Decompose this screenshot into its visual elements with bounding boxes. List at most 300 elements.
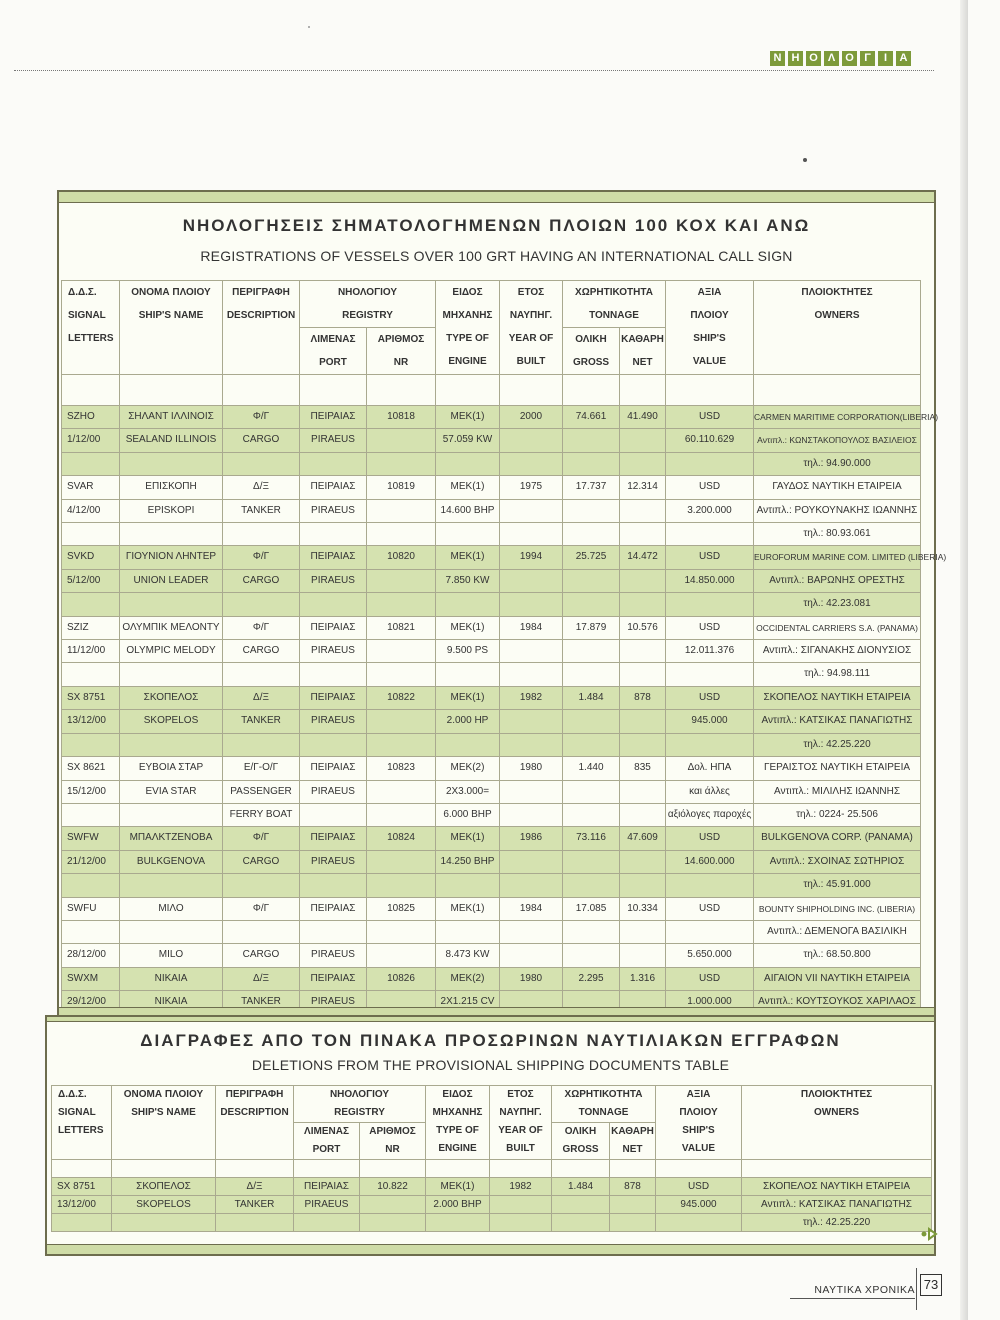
table-cell: Φ/Γ: [223, 897, 300, 920]
table-cell: 2000: [500, 406, 563, 429]
table-cell: SWFW: [62, 827, 120, 850]
header-name: [112, 1086, 216, 1160]
table-cell: 10823: [367, 757, 436, 780]
table-cell: BULKGENOVA CORP. (PANAMA): [754, 827, 921, 850]
table-cell: SKOPELOS: [120, 710, 223, 733]
table-cell: [563, 944, 620, 967]
header-text: NET: [622, 1144, 643, 1155]
table-cell: Αντιπλ.: ΜΙΛΙΛΗΣ ΙΩΑΝΝΗΣ: [754, 780, 921, 803]
table-cell: 945.000: [656, 1196, 742, 1214]
header-port: [294, 1123, 360, 1160]
table-cell: [120, 375, 223, 406]
table-cell: 4/12/00: [62, 499, 120, 522]
table-cell: τηλ.: 42.25.220: [742, 1214, 932, 1232]
table-cell: [500, 780, 563, 803]
header-text: NR: [393, 357, 409, 368]
table-cell: TANKER: [223, 710, 300, 733]
header-year: [490, 1086, 552, 1160]
table-row: [62, 569, 921, 592]
header-text: VALUE: [681, 1143, 716, 1154]
table-cell: [500, 640, 563, 663]
header-text: Δ.Δ.Σ.: [68, 287, 97, 298]
table-cell: [112, 1160, 216, 1178]
table-cell: ΠΕΙΡΑΙΑΣ: [300, 897, 367, 920]
table-cell: [223, 663, 300, 686]
registrations-panel: [57, 190, 947, 1019]
table-cell: 6.000 BHP: [436, 803, 500, 826]
table-cell: [563, 429, 620, 452]
table-cell: [490, 1214, 552, 1232]
table-cell: [367, 375, 436, 406]
table-cell: Φ/Γ: [223, 546, 300, 569]
table-cell: 1982: [500, 686, 563, 709]
header-text: DESCRIPTION: [220, 1107, 289, 1118]
table-row: [62, 640, 921, 663]
table-cell: ΜΕΚ(1): [436, 476, 500, 499]
table-cell: [500, 944, 563, 967]
table-cell: [500, 429, 563, 452]
table-cell: [436, 874, 500, 897]
table-row: [62, 593, 921, 616]
table-cell: [500, 920, 563, 943]
table-cell: ΣΚΟΠΕΛΟΣ: [120, 686, 223, 709]
table-cell: [52, 1160, 112, 1178]
table-cell: 14.600.000: [666, 850, 754, 873]
header-text: ΕΙΔΟΣ: [452, 287, 483, 298]
table-cell: OCCIDENTAL CARRIERS S.A. (PANAMA): [754, 616, 921, 639]
header-text: TYPE OF: [446, 333, 489, 344]
header-text: SHIP'S NAME: [131, 1107, 196, 1118]
header-text: ΑΞΙΑ: [686, 1089, 711, 1100]
table-cell: ΠΕΙΡΑΙΑΣ: [300, 967, 367, 990]
table-spacer-row: [52, 1160, 932, 1178]
table-cell: 11/12/00: [62, 640, 120, 663]
table-cell: [563, 663, 620, 686]
table-cell: 14.600 BHP: [436, 499, 500, 522]
table-cell: ΜΕΚ(2): [436, 757, 500, 780]
table-cell: 7.850 KW: [436, 569, 500, 592]
table-cell: [426, 1214, 490, 1232]
table-cell: 12.011.376: [666, 640, 754, 663]
table-row: [62, 523, 921, 546]
table-cell: [367, 874, 436, 897]
table-cell: [367, 803, 436, 826]
table-cell: USD: [666, 616, 754, 639]
header-signal: [52, 1086, 112, 1160]
table-cell: USD: [666, 406, 754, 429]
table-cell: [666, 874, 754, 897]
page-number: 73: [920, 1274, 942, 1296]
header-engine: [436, 281, 500, 375]
table-row: [62, 429, 921, 452]
table-cell: [360, 1160, 426, 1178]
table-cell: Δολ. ΗΠΑ: [666, 757, 754, 780]
header-text: YEAR OF: [508, 333, 554, 344]
table-cell: PIRAEUS: [300, 944, 367, 967]
header-text: ΝΑΥΠΗΓ.: [499, 1107, 542, 1118]
arrow-right-icon: [920, 1226, 940, 1242]
table-cell: 1986: [500, 827, 563, 850]
table-cell: [367, 593, 436, 616]
table-cell: Δ/Ξ: [223, 476, 300, 499]
table-cell: 47.609: [620, 827, 666, 850]
header-text: ΟΛΙΚΗ: [575, 334, 607, 345]
table-cell: [300, 523, 367, 546]
header-net: [620, 328, 666, 375]
table-cell: [300, 663, 367, 686]
header-year: [500, 281, 563, 375]
table-cell: [223, 523, 300, 546]
header-text: ΝΗΟΛΟΓΙΟΥ: [329, 1089, 390, 1100]
table-cell: [563, 499, 620, 522]
table-cell: [436, 920, 500, 943]
table-cell: 17.085: [563, 897, 620, 920]
table-cell: 10821: [367, 616, 436, 639]
table-cell: [120, 593, 223, 616]
table-row: [62, 686, 921, 709]
header-text: ΝΑΥΠΗΓ.: [509, 310, 553, 321]
table-cell: [563, 780, 620, 803]
table-cell: [52, 1214, 112, 1232]
deletions-table: [51, 1085, 932, 1232]
table-cell: TANKER: [216, 1196, 294, 1214]
header-text: YEAR OF: [498, 1125, 543, 1136]
header-text: ΠΛΟΙΟΚΤΗΤΕΣ: [800, 1089, 873, 1100]
header-text: OWNERS: [814, 1107, 859, 1118]
table-cell: 41.490: [620, 406, 666, 429]
table-cell: τηλ.: 68.50.800: [754, 944, 921, 967]
section-tag-letter: Ν: [770, 51, 785, 66]
table-cell: [62, 663, 120, 686]
table-cell: [666, 733, 754, 756]
footer-rule: [790, 1298, 915, 1299]
table-cell: ΠΕΙΡΑΙΑΣ: [300, 406, 367, 429]
table-cell: 1984: [500, 897, 563, 920]
table-row: [62, 850, 921, 873]
table-cell: [620, 499, 666, 522]
table-cell: Δ/Ξ: [216, 1178, 294, 1196]
table-cell: [120, 452, 223, 475]
table-cell: [620, 663, 666, 686]
table-cell: 12.314: [620, 476, 666, 499]
table-cell: ΠΕΙΡΑΙΑΣ: [300, 827, 367, 850]
table-cell: CARGO: [223, 640, 300, 663]
table-cell: Αντιπλ.: ΡΟΥΚΟΥΝΑΚΗΣ ΙΩΑΝΝΗΣ: [754, 499, 921, 522]
table-cell: [610, 1214, 656, 1232]
table-cell: [666, 593, 754, 616]
table-cell: [367, 944, 436, 967]
table-row: [62, 452, 921, 475]
table-cell: ΟΛΥΜΠΙΚ ΜΕΛΟΝΤΥ: [120, 616, 223, 639]
header-text: ΜΗΧΑΝΗΣ: [442, 310, 493, 321]
table-cell: [666, 375, 754, 406]
header-text: SIGNAL: [58, 1107, 96, 1118]
table-cell: 2Χ1.215 CV: [436, 991, 500, 1014]
table-cell: 57.059 KW: [436, 429, 500, 452]
table-cell: [120, 920, 223, 943]
table-cell: αξιόλογες παροχές: [666, 803, 754, 826]
page-edge-shadow: [960, 0, 968, 1320]
section-tag: [770, 51, 911, 66]
table-cell: [300, 920, 367, 943]
table-cell: 1.484: [552, 1178, 610, 1196]
table-cell: [500, 569, 563, 592]
table-cell: [120, 803, 223, 826]
header-text: ΑΡΙΘΜΟΣ: [369, 1126, 416, 1137]
table-row: [62, 476, 921, 499]
table-cell: PIRAEUS: [300, 640, 367, 663]
table-cell: USD: [666, 967, 754, 990]
table-cell: 13/12/00: [62, 710, 120, 733]
table-cell: [436, 375, 500, 406]
table-cell: ΕΥΒΟΙΑ ΣΤΑΡ: [120, 757, 223, 780]
table-cell: TANKER: [223, 991, 300, 1014]
table-cell: [300, 733, 367, 756]
table-cell: USD: [666, 546, 754, 569]
table-cell: [62, 452, 120, 475]
table-cell: [610, 1196, 656, 1214]
speck: [803, 158, 807, 162]
table-cell: SVKD: [62, 546, 120, 569]
table-cell: ΜΕΚ(1): [436, 686, 500, 709]
table-cell: [62, 375, 120, 406]
header-text: ΠΛΟΙΟΚΤΗΤΕΣ: [801, 287, 873, 298]
table-cell: [563, 710, 620, 733]
table-cell: 10818: [367, 406, 436, 429]
table-cell: [360, 1214, 426, 1232]
section-tag-letter: Λ: [824, 51, 839, 66]
table-cell: 2Χ3.000=: [436, 780, 500, 803]
table-row: [62, 827, 921, 850]
header-text: ΑΡΙΘΜΟΣ: [377, 334, 425, 345]
table-cell: [552, 1160, 610, 1178]
table-row: [52, 1178, 932, 1196]
table-cell: 73.116: [563, 827, 620, 850]
deletions-panel: [45, 1015, 936, 1256]
table-cell: [666, 452, 754, 475]
table-cell: 10824: [367, 827, 436, 850]
table-cell: ΠΕΙΡΑΙΑΣ: [300, 616, 367, 639]
table-row: [62, 733, 921, 756]
table-cell: [367, 920, 436, 943]
table-row: [52, 1214, 932, 1232]
table-row: [62, 944, 921, 967]
table-cell: [620, 375, 666, 406]
table-cell: [223, 452, 300, 475]
table-cell: ΜΕΚ(1): [436, 827, 500, 850]
table-cell: ΝΙΚΑΙΑ: [120, 967, 223, 990]
table-cell: [62, 803, 120, 826]
table-cell: [367, 850, 436, 873]
table-cell: ΕΠΙΣΚΟΠΗ: [120, 476, 223, 499]
table-cell: [436, 663, 500, 686]
table-cell: 10820: [367, 546, 436, 569]
table-cell: PIRAEUS: [300, 710, 367, 733]
table-cell: SWXM: [62, 967, 120, 990]
table-cell: τηλ.: 42.25.220: [754, 733, 921, 756]
table-cell: OLYMPIC MELODY: [120, 640, 223, 663]
registrations-title-english: REGISTRATIONS OF VESSELS OVER 100 GRT HAVING AN INTERNATIONAL CALL SIGN: [200, 248, 793, 264]
table-cell: ΜΕΚ(1): [436, 616, 500, 639]
header-text: PORT: [319, 357, 347, 368]
table-cell: [120, 874, 223, 897]
footer-vertical-rule: [916, 1268, 917, 1310]
table-cell: τηλ.: 42.23.081: [754, 593, 921, 616]
publication-name: ΝΑΥΤΙΚΑ ΧΡΟΝΙΚΑ: [814, 1284, 915, 1296]
table-cell: [620, 569, 666, 592]
table-cell: τηλ.: 80.93.061: [754, 523, 921, 546]
header-text: ΟΛΙΚΗ: [564, 1126, 597, 1137]
table-cell: 1.000.000: [666, 991, 754, 1014]
table-cell: CARGO: [223, 944, 300, 967]
table-cell: [62, 874, 120, 897]
table-cell: Αντιπλ.: ΚΑΤΣΙΚΑΣ ΠΑΝΑΓΙΩΤΗΣ: [742, 1196, 932, 1214]
table-cell: ΣΚΟΠΕΛΟΣ ΝΑΥΤΙΚΗ ΕΤΑΙΡΕΙΑ: [754, 686, 921, 709]
table-cell: BOUNTY SHIPHOLDING INC. (LIBERIA): [754, 897, 921, 920]
table-cell: [610, 1160, 656, 1178]
table-cell: τηλ.: 45.91.000: [754, 874, 921, 897]
header-text: GROSS: [572, 357, 610, 368]
header-text: REGISTRY: [342, 310, 393, 321]
header-text: ΕΤΟΣ: [517, 287, 545, 298]
table-cell: CARGO: [223, 569, 300, 592]
section-tag-letter: Η: [788, 51, 803, 66]
table-cell: Φ/Γ: [223, 406, 300, 429]
table-cell: 74.661: [563, 406, 620, 429]
table-cell: [620, 523, 666, 546]
header-text: PORT: [312, 1144, 341, 1155]
table-cell: 878: [610, 1178, 656, 1196]
header-text: ΠΕΡΙΓΡΑΦΗ: [225, 1089, 284, 1100]
header-net: [610, 1123, 656, 1160]
table-cell: [367, 780, 436, 803]
header-text: ENGINE: [438, 1143, 477, 1154]
table-row: [62, 897, 921, 920]
table-cell: Αντιπλ.: ΚΩΝΣΤΑΚΟΠΟΥΛΟΣ ΒΑΣΙΛΕΙΟΣ: [754, 429, 921, 452]
section-tag-letter: Α: [896, 51, 911, 66]
table-cell: [367, 429, 436, 452]
table-cell: [367, 733, 436, 756]
table-cell: 835: [620, 757, 666, 780]
table-row: [62, 499, 921, 522]
table-cell: 9.500 PS: [436, 640, 500, 663]
table-cell: [620, 733, 666, 756]
table-cell: ΓΙΟΥΝΙΟΝ ΛΗΝΤΕΡ: [120, 546, 223, 569]
table-cell: [300, 452, 367, 475]
table-cell: ΓΕΡΑΙΣΤΟΣ ΝΑΥΤΙΚΗ ΕΤΑΙΡΕΙΑ: [754, 757, 921, 780]
table-cell: USD: [666, 827, 754, 850]
table-row: [62, 757, 921, 780]
table-cell: [552, 1196, 610, 1214]
header-signal: [62, 281, 120, 375]
table-cell: ΜΕΚ(1): [436, 406, 500, 429]
header-text: LETTERS: [58, 1125, 104, 1136]
table-cell: [563, 733, 620, 756]
header-port: [300, 328, 367, 375]
table-cell: 17.737: [563, 476, 620, 499]
table-cell: USD: [666, 476, 754, 499]
table-cell: 60.110.629: [666, 429, 754, 452]
table-cell: και άλλες: [666, 780, 754, 803]
table-cell: [620, 780, 666, 803]
table-cell: [563, 874, 620, 897]
table-cell: [223, 920, 300, 943]
table-cell: [620, 593, 666, 616]
table-cell: PIRAEUS: [294, 1196, 360, 1214]
table-cell: [300, 803, 367, 826]
speck: [308, 26, 310, 28]
table-cell: Αντιπλ.: ΣΙΓΑΝΑΚΗΣ ΔΙΟΝΥΣΙΟΣ: [754, 640, 921, 663]
header-description: [216, 1086, 294, 1160]
table-cell: [620, 640, 666, 663]
table-row: [62, 967, 921, 990]
table-cell: [563, 803, 620, 826]
header-gross: [563, 328, 620, 375]
table-cell: ΑΙΓΑΙΟΝ VII ΝΑΥΤΙΚΗ ΕΤΑΙΡΕΙΑ: [754, 967, 921, 990]
header-text: ΛΙΜΕΝΑΣ: [304, 1126, 349, 1137]
header-text: ΚΑΘΑΡΗ: [621, 334, 664, 345]
header-text: TONNAGE: [589, 310, 639, 321]
table-cell: [563, 593, 620, 616]
table-cell: [436, 523, 500, 546]
table-cell: [223, 874, 300, 897]
table-row: [62, 546, 921, 569]
table-row: [62, 616, 921, 639]
table-cell: Ε/Γ-Ο/Γ: [223, 757, 300, 780]
table-cell: [620, 710, 666, 733]
header-text: ΟΝΟΜΑ ΠΛΟΙΟΥ: [131, 287, 211, 298]
table-cell: [552, 1214, 610, 1232]
table-cell: Αντιπλ.: ΔΕΜΕΝΟΓΑ ΒΑΣΙΛΙΚΗ: [754, 920, 921, 943]
table-cell: [216, 1214, 294, 1232]
table-cell: [120, 663, 223, 686]
table-cell: 1994: [500, 546, 563, 569]
table-cell: [620, 920, 666, 943]
table-cell: 28/12/00: [62, 944, 120, 967]
table-cell: 1984: [500, 616, 563, 639]
table-cell: ΓΑΥΔΟΣ ΝΑΥΤΙΚΗ ΕΤΑΙΡΕΙΑ: [754, 476, 921, 499]
table-cell: [742, 1160, 932, 1178]
table-cell: EPISKOPI: [120, 499, 223, 522]
table-cell: [500, 850, 563, 873]
table-cell: [367, 640, 436, 663]
table-cell: [563, 640, 620, 663]
table-cell: [500, 593, 563, 616]
header-text: ΠΛΟΙΟΥ: [679, 1107, 718, 1118]
table-cell: [62, 733, 120, 756]
table-cell: SWFU: [62, 897, 120, 920]
table-cell: [223, 375, 300, 406]
table-cell: CARMEN MARITIME CORPORATION(LIBERIA): [754, 406, 921, 429]
header-text: TONNAGE: [578, 1107, 629, 1118]
table-row: [62, 803, 921, 826]
header-text: ΛΙΜΕΝΑΣ: [310, 334, 356, 345]
table-cell: [500, 663, 563, 686]
table-cell: 1980: [500, 967, 563, 990]
table-cell: [294, 1160, 360, 1178]
table-cell: [367, 523, 436, 546]
header-value: [656, 1086, 742, 1160]
table-cell: 15/12/00: [62, 780, 120, 803]
table-cell: ΜΕΚ(1): [436, 546, 500, 569]
table-cell: 21/12/00: [62, 850, 120, 873]
table-cell: [367, 663, 436, 686]
header-tonnage: [563, 281, 666, 328]
header-text: NR: [385, 1144, 400, 1155]
header-tonnage: [552, 1086, 656, 1123]
table-cell: [500, 375, 563, 406]
table-cell: [500, 523, 563, 546]
